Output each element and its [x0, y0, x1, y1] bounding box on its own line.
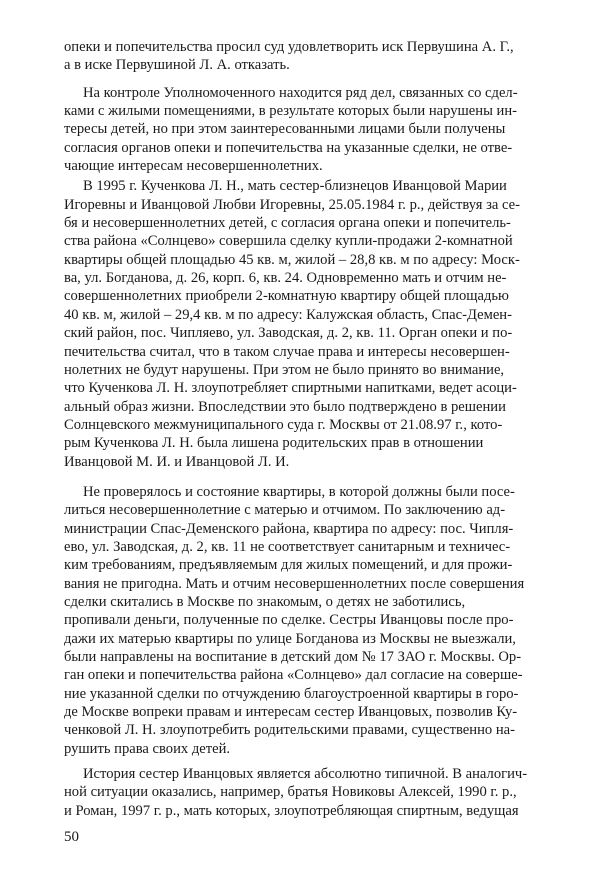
paragraph-ombudsman-cases: На контроле Уполномоченного находится ряд дел, связанных со сдел- ками с жилыми помещениями, в результате которых были нарушены ин- тересы детей, но при этом заинтересованными лицами были получены согласия органов опеки и попечительства на указанные сделки, не отве- чающие интересам несовершеннолетних. — [64, 84, 518, 175]
paragraph-typical-history: История сестер Иванцовых является абсолютно типичной. В аналогич- ной ситуации оказались, например, братья Новиковы Алексей, 1990 г. р., и Роман, 1997 г. р., мать которых, злоупотребляющая спиртным, ведущая — [64, 766, 528, 819]
paragraph-kuchenkova-case: В 1995 г. Кученкова Л. Н., мать сестер-близнецов Иванцовой Марии Игоревны и Иванцовой Любви Игоревны, 25.05.1984 г. р., действуя за се- бя и несовершеннолетних детей, с согласия органа опеки и попечитель- ства района «Солнцево» совершила сделку купли-продажи 2-комнатной квартиры общей площадью 45 кв. м, жилой – 28,8 кв. м по адресу: Моск- ва, ул. Богданова, д. 26, корп. 6, кв. 24. Одновременно мать и отчим не- совершеннолетних приобрели 2-комнатную квартиру общей площадью 40 кв. м, жилой – 29,4 кв. м по адресу: Калужская область, Спас-Демен- ский район, пос. Чипляево, ул. Заводская, д. 2, кв. 11. Орган опеки и по- печительства считал, что в таком случае права и интересы несовершен- нолетних не будут нарушены. При этом не было принято во внимание, что Кученкова Л. Н. злоупотребляет спиртными напитками, ведет асоци- альный образ жизни. Впоследствии это было подтверждено в решении Солнцевского межмуниципального суда г. Москвы от 21.08.97 г., кото- рым Кученкова Л. Н. была лишена родительских прав в отношении Иванцовой М. И. и Иванцовой Л. И. — [64, 178, 520, 470]
paragraph-apartment-condition: Не проверялось и состояние квартиры, в которой должны были посе- литься несовершеннолетние с матерью и отчимом. По заключению ад- министрации Спас-Деменского района, квартира по адресу: пос. Чипля- ево, ул. Заводская, д. 2, кв. 11 не соответствует санитарным и техничес- ким требованиям, предъявляемым для жилых помещений, и для прожи- вания не пригодна. Мать и отчим несовершеннолетних после совершения сделки скитались в Москве по знакомым, о детях не заботились, пропивали деньги, полученные по сделке. Сестры Иванцовы после про- дажи их матерью квартиры по улице Богданова из Москвы не выезжали, были направлены на воспитание в детский дом № 17 ЗАО г. Москвы. Ор- ган опеки и попечительства района «Солнцево» дал согласие на соверше- ние указанной сделки по отчуждению благоустроенной квартиры в горо- де Москве вопреки правам и интересам сестер Иванцовых, позволив Ку- ченковой Л. Н. злоупотребить родительскими правами, существенно на- рушить права своих детей. — [64, 483, 525, 757]
page-number: 50 — [64, 829, 79, 845]
body-text — [64, 38, 543, 820]
paragraph-continuation: опеки и попечительства просил суд удовлетворить иск Первушина А. Г., а в иске Первушиной Л. А. отказать. — [64, 39, 514, 74]
